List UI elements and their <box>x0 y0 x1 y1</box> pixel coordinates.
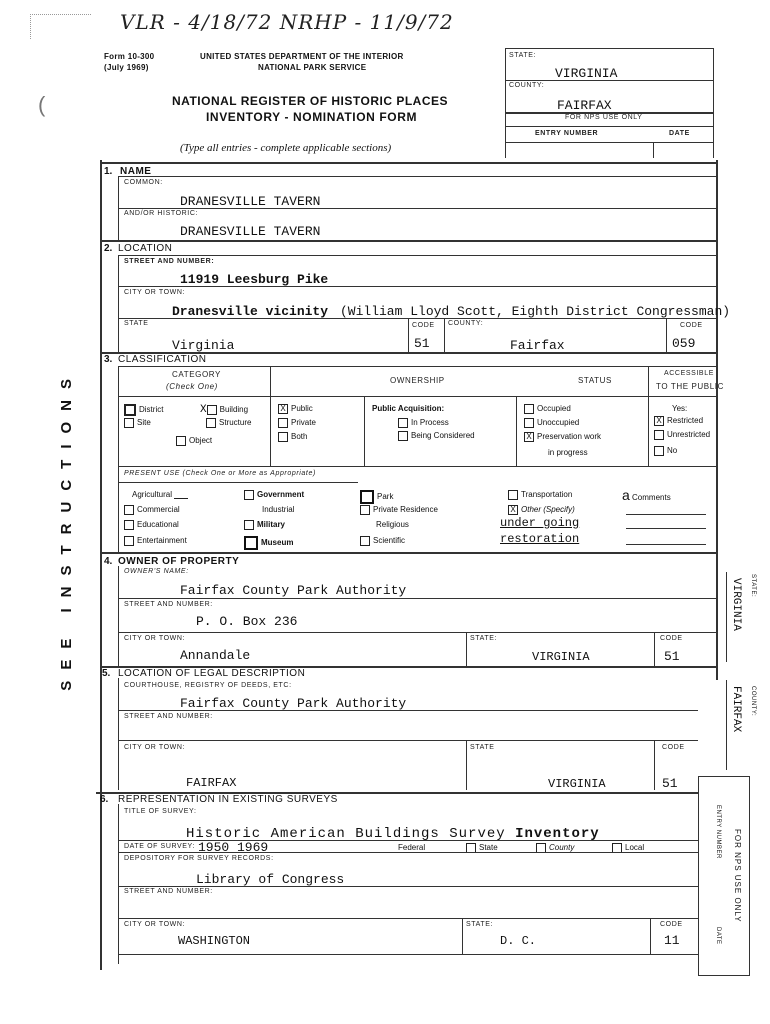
section-6-title: REPRESENTATION IN EXISTING SURVEYS <box>118 794 338 805</box>
ownership-label: OWNERSHIP <box>390 376 445 385</box>
cat-district[interactable]: District <box>124 404 163 416</box>
section-2-number: 2. <box>104 243 113 254</box>
survey-state-label: STATE: <box>466 921 494 928</box>
survey-code-label: CODE <box>660 921 683 928</box>
margin-county-label: COUNTY: <box>750 686 756 717</box>
legal-state-value: VIRGINIA <box>548 777 606 791</box>
survey-date-label: DATE OF SURVEY: <box>124 843 195 850</box>
accessible-restricted[interactable]: X Restricted <box>654 416 703 426</box>
common-name-value: DRANESVILLE TAVERN <box>180 194 321 209</box>
owner-state-value: VIRGINIA <box>532 650 590 664</box>
section-3-title: CLASSIFICATION <box>118 354 207 365</box>
legal-city-value: FAIRFAX <box>186 776 237 790</box>
section-5-title: LOCATION OF LEGAL DESCRIPTION <box>118 668 306 679</box>
location-code2-value: 059 <box>672 336 696 351</box>
use-other-value-2: restoration <box>500 532 580 546</box>
use-educational[interactable]: Educational <box>124 520 179 530</box>
depository-label: DEPOSITORY FOR SURVEY RECORDS: <box>124 855 274 862</box>
handwritten-dates: VLR - 4/18/72 NRHP - 11/9/72 <box>120 10 454 34</box>
use-scientific[interactable]: Scientific <box>360 536 405 546</box>
county-value: FAIRFAX <box>557 98 612 113</box>
use-other[interactable]: X Other (Specify) <box>508 505 575 515</box>
status-in-progress: in progress <box>548 448 588 457</box>
agency-line2: NATIONAL PARK SERVICE <box>258 63 367 72</box>
nps-only-label: FOR NPS USE ONLY <box>565 114 643 121</box>
survey-date-value: 1950 1969 <box>198 840 269 855</box>
survey-title-value: Historic American Buildings Survey Inventory <box>186 826 600 842</box>
own-public[interactable]: X Public <box>278 404 313 414</box>
owner-street-value: P. O. Box 236 <box>196 614 298 629</box>
use-entertainment[interactable]: Entertainment <box>124 536 187 546</box>
cat-building[interactable]: X Building <box>200 404 249 416</box>
form-title-line1: NATIONAL REGISTER OF HISTORIC PLACES <box>172 94 449 108</box>
own-private[interactable]: Private <box>278 418 316 428</box>
use-agricultural[interactable]: Agricultural <box>132 490 191 499</box>
entry-number-label: ENTRY NUMBER <box>535 130 599 137</box>
cat-structure[interactable]: Structure <box>206 418 251 428</box>
section-6-number: 6. <box>100 794 109 805</box>
survey-street-label: STREET AND NUMBER: <box>124 888 213 895</box>
section-3-number: 3. <box>104 354 113 365</box>
use-commercial[interactable]: Commercial <box>124 505 180 515</box>
form-date: (July 1969) <box>104 63 149 72</box>
county-label: COUNTY: <box>509 82 545 89</box>
state-label: STATE: <box>509 52 537 59</box>
own-both[interactable]: Both <box>278 432 307 442</box>
use-military[interactable]: Military <box>244 520 285 530</box>
owner-city-value: Annandale <box>180 648 251 663</box>
section-2-title: LOCATION <box>118 243 173 254</box>
historic-name-value: DRANESVILLE TAVERN <box>180 224 321 239</box>
state-county-box <box>505 48 713 158</box>
margin-state-label: STATE: <box>750 574 756 598</box>
location-code-value: 51 <box>414 336 430 351</box>
use-government[interactable]: Government <box>244 490 304 500</box>
date-label: DATE <box>669 130 690 137</box>
survey-state-value: D. C. <box>500 934 537 948</box>
owner-name-label: OWNER'S NAME: <box>124 568 189 575</box>
legal-street-label: STREET AND NUMBER: <box>124 713 213 720</box>
survey-federal[interactable]: Federal <box>398 843 426 852</box>
accessible-label-2: TO THE PUBLIC <box>656 382 724 391</box>
survey-title-label: TITLE OF SURVEY: <box>124 808 197 815</box>
owner-street-label: STREET AND NUMBER: <box>124 601 213 608</box>
location-county-value: Fairfax <box>510 338 565 353</box>
status-preservation[interactable]: X Preservation work <box>524 432 601 442</box>
legal-code-label: CODE <box>662 744 685 751</box>
section-1-number: 1. <box>104 166 113 177</box>
owner-state-label: STATE: <box>470 635 498 642</box>
category-label: CATEGORY <box>172 370 221 379</box>
depository-value: Library of Congress <box>196 872 345 887</box>
owner-code-value: 51 <box>664 649 680 664</box>
see-instructions: SEE INSTRUCTIONS <box>58 368 75 691</box>
courthouse-value: Fairfax County Park Authority <box>180 696 407 711</box>
use-museum[interactable]: Museum <box>244 536 293 550</box>
location-state-value: Virginia <box>172 338 235 353</box>
legal-code-value: 51 <box>662 776 678 791</box>
margin-nps-only: FOR NPS USE ONLY <box>733 829 742 923</box>
margin-mark: ( <box>38 92 46 117</box>
courthouse-label: COURTHOUSE, REGISTRY OF DEEDS, ETC: <box>124 682 292 689</box>
section-1-title: NAME <box>120 166 152 177</box>
survey-local[interactable]: Local <box>612 843 644 853</box>
accessible-unrestricted[interactable]: Unrestricted <box>654 430 710 440</box>
use-transportation[interactable]: Transportation <box>508 490 572 500</box>
congressman-value: (William Lloyd Scott, Eighth District Congressman) <box>340 304 731 319</box>
margin-county-value: FAIRFAX <box>730 686 742 733</box>
use-religious[interactable]: Religious <box>376 520 409 529</box>
smudge-mark <box>30 14 91 39</box>
legal-city-label: CITY OR TOWN: <box>124 744 186 751</box>
accessible-label-1: ACCESSIBLE <box>664 370 714 377</box>
state-value: VIRGINIA <box>555 66 618 81</box>
use-private-residence[interactable]: Private Residence <box>360 505 438 515</box>
owner-name-value: Fairfax County Park Authority <box>180 583 407 598</box>
form-title-line2: INVENTORY - NOMINATION FORM <box>206 110 418 124</box>
location-state-label: STATE <box>124 320 149 327</box>
margin-date: DATE <box>715 927 721 945</box>
check-one-label: (Check One) <box>166 382 218 391</box>
use-comments[interactable]: a Comments <box>622 487 671 503</box>
survey-code-value: 11 <box>664 933 680 948</box>
owner-code-label: CODE <box>660 635 683 642</box>
use-park[interactable]: Park <box>360 490 393 504</box>
location-code-label: CODE <box>412 322 435 329</box>
form-number: Form 10-300 <box>104 52 155 61</box>
margin-state-value: VIRGINIA <box>730 578 742 631</box>
margin-entry-number: ENTRY NUMBER <box>715 805 721 859</box>
legal-state-label: STATE <box>470 744 495 751</box>
survey-city-label: CITY OR TOWN: <box>124 921 186 928</box>
cat-object[interactable]: Object <box>176 436 212 446</box>
use-industrial[interactable]: Industrial <box>262 505 295 514</box>
agency-line1: UNITED STATES DEPARTMENT OF THE INTERIOR <box>200 52 404 61</box>
present-use-label: PRESENT USE (Check One or More as Appropriate) <box>124 470 316 477</box>
use-other-value-1: under going <box>500 516 580 530</box>
location-city-label: CITY OR TOWN: <box>124 289 186 296</box>
location-street-value: 11919 Leesburg Pike <box>180 272 329 287</box>
accessible-yes-label: Yes: <box>672 404 688 413</box>
location-street-label: STREET AND NUMBER: <box>124 258 215 265</box>
historic-name-label: AND/OR HISTORIC: <box>124 210 199 217</box>
section-4-number: 4. <box>104 556 113 567</box>
nps-use-strip <box>698 776 750 976</box>
common-name-label: COMMON: <box>124 179 163 186</box>
survey-city-value: WASHINGTON <box>178 934 251 948</box>
location-county-label: COUNTY: <box>448 320 484 327</box>
section-4-title: OWNER OF PROPERTY <box>118 556 240 567</box>
survey-state[interactable]: State <box>466 843 498 853</box>
status-occupied[interactable]: Occupied <box>524 404 571 414</box>
section-5-number: 5. <box>102 668 111 679</box>
status-label: STATUS <box>578 376 612 385</box>
form-instruction: (Type all entries - complete applicable sections) <box>180 142 392 154</box>
location-city-value: Dranesville vicinity <box>172 304 329 319</box>
cat-site[interactable]: Site <box>124 418 151 428</box>
accessible-no[interactable]: No <box>654 446 677 456</box>
survey-county[interactable]: County <box>536 843 574 853</box>
acq-in-process[interactable]: In Process <box>398 418 449 428</box>
owner-city-label: CITY OR TOWN: <box>124 635 186 642</box>
public-acquisition-label: Public Acquisition: <box>372 404 445 413</box>
acq-being-considered[interactable]: Being Considered <box>398 431 475 441</box>
status-unoccupied[interactable]: Unoccupied <box>524 418 579 428</box>
location-code2-label: CODE <box>680 322 703 329</box>
